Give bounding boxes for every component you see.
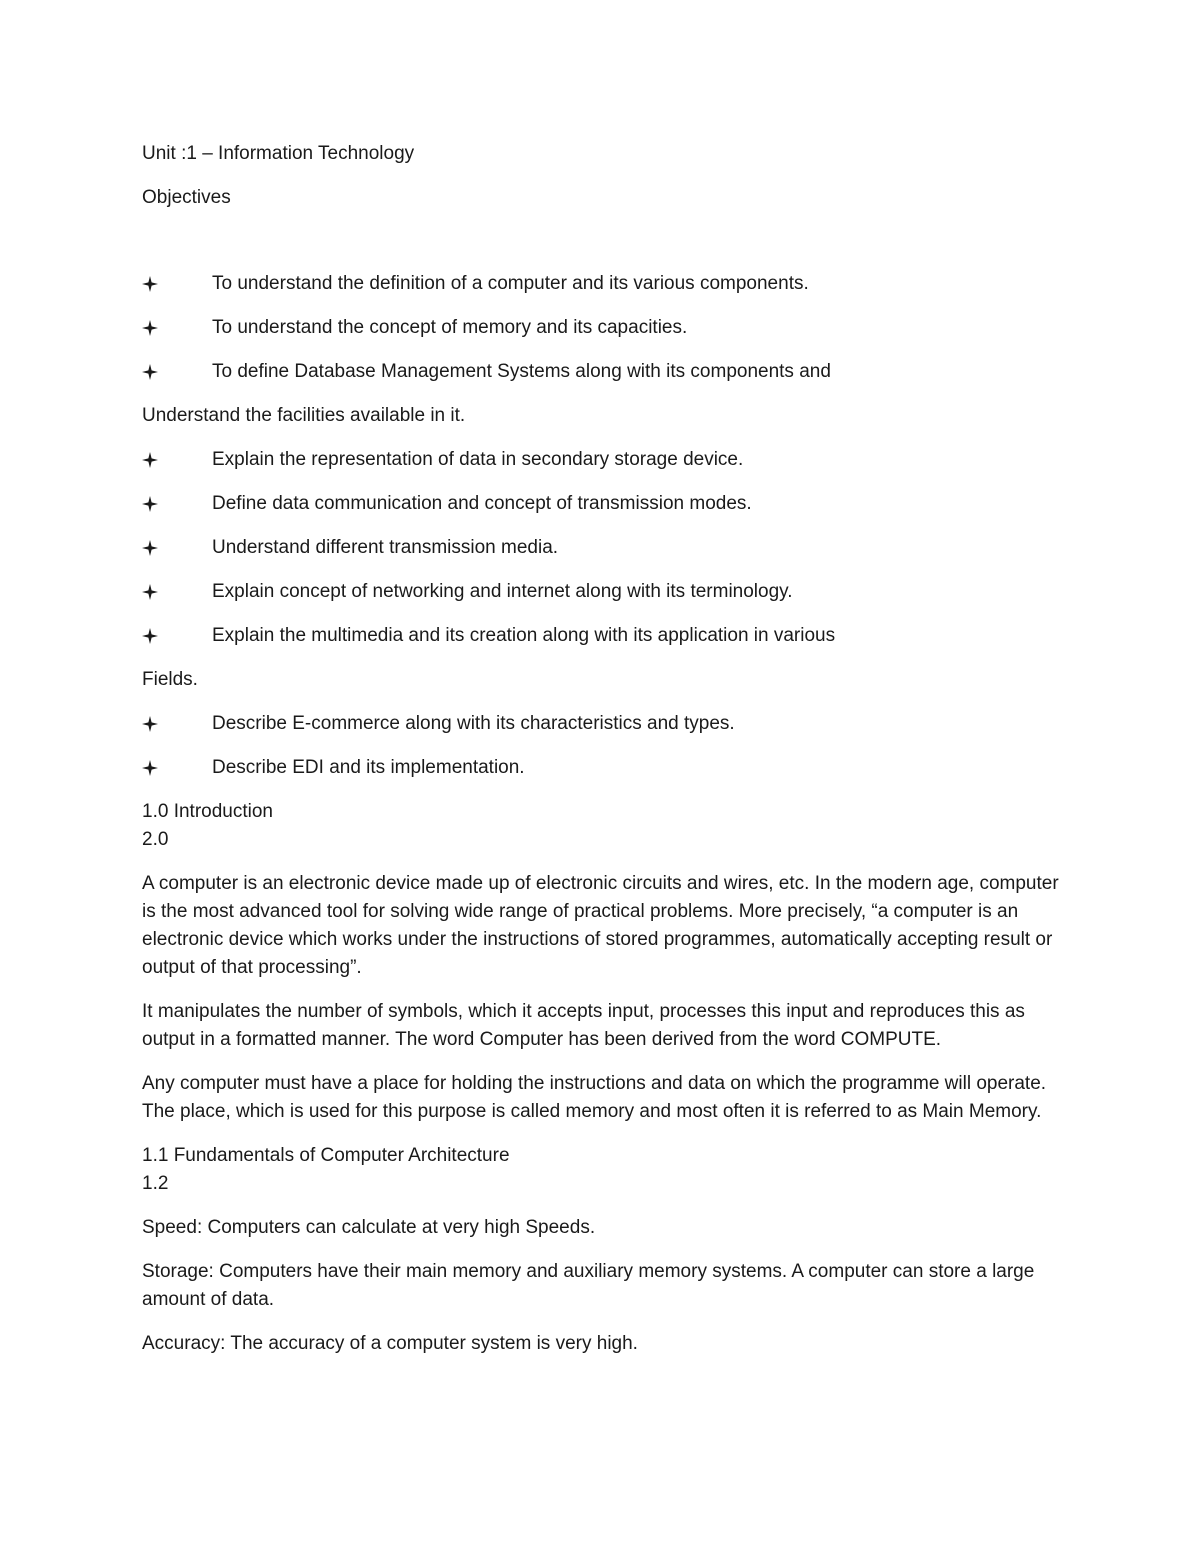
objective-text: Define data communication and concept of transmission modes. (212, 493, 752, 514)
page-title: Unit :1 – Information Technology (142, 143, 415, 164)
section-heading-fundamentals: 1.1 Fundamentals of Computer Architecture (142, 1145, 510, 1166)
objective-text: Explain concept of networking and internet along with its terminology. (212, 581, 793, 602)
objective-text: Explain the multimedia and its creation along with its application in various (212, 625, 836, 646)
objective-item (142, 710, 1062, 738)
four-point-star-icon (142, 534, 212, 562)
section-heading-introduction: 1.0 Introduction (142, 801, 273, 822)
objective-continuation: Fields. (142, 669, 198, 690)
objective-item (142, 314, 1062, 342)
objective-text: To understand the definition of a computer and its various components. (212, 273, 809, 294)
objective-text: Describe EDI and its implementation. (212, 757, 525, 778)
objective-item (142, 578, 1062, 606)
four-point-star-icon (142, 358, 212, 386)
objective-item (142, 446, 1062, 474)
paragraph: Accuracy: The accuracy of a computer system is very high. (142, 1333, 638, 1354)
objective-item (142, 358, 1062, 386)
section-number: 2.0 (142, 829, 169, 850)
four-point-star-icon (142, 622, 212, 650)
paragraph: Any computer must have a place for holding the instructions and data on which the programme will operate. The place, which is used for this purpose is called memory and most often it is referred to as Main Memory. (142, 1073, 1047, 1122)
objective-text: Explain the representation of data in secondary storage device. (212, 449, 744, 470)
four-point-star-icon (142, 314, 212, 342)
objective-item (142, 754, 1062, 782)
four-point-star-icon (142, 754, 212, 782)
objectives-heading: Objectives (142, 187, 231, 208)
four-point-star-icon (142, 710, 212, 738)
section-number: 1.2 (142, 1173, 169, 1194)
objective-continuation: Understand the facilities available in it. (142, 405, 466, 426)
objective-item (142, 490, 1062, 518)
paragraph: Storage: Computers have their main memory and auxiliary memory systems. A computer can store a large amount of data. (142, 1261, 1035, 1310)
objective-text: Understand different transmission media. (212, 537, 559, 558)
four-point-star-icon (142, 270, 212, 298)
objective-text: To understand the concept of memory and its capacities. (212, 317, 688, 338)
objective-item (142, 270, 1062, 298)
paragraph: Speed: Computers can calculate at very high Speeds. (142, 1217, 596, 1238)
four-point-star-icon (142, 446, 212, 474)
objective-item (142, 534, 1062, 562)
document-content (142, 140, 1062, 1374)
objective-item (142, 622, 1062, 650)
objective-text: To define Database Management Systems along with its components and (212, 361, 831, 382)
four-point-star-icon (142, 578, 212, 606)
paragraph: It manipulates the number of symbols, which it accepts input, processes this input and reproduces this as output in a formatted manner. The word Computer has been derived from the word COMPUTE. (142, 1001, 1025, 1050)
four-point-star-icon (142, 490, 212, 518)
objective-text: Describe E-commerce along with its characteristics and types. (212, 713, 735, 734)
paragraph: A computer is an electronic device made up of electronic circuits and wires, etc. In the modern age, computer is the most advanced tool for solving wide range of practical problems. More precisely, “a computer is an electronic device which works under the instructions of stored programmes, automatically accepting result or output of that processing”. (142, 873, 1059, 978)
